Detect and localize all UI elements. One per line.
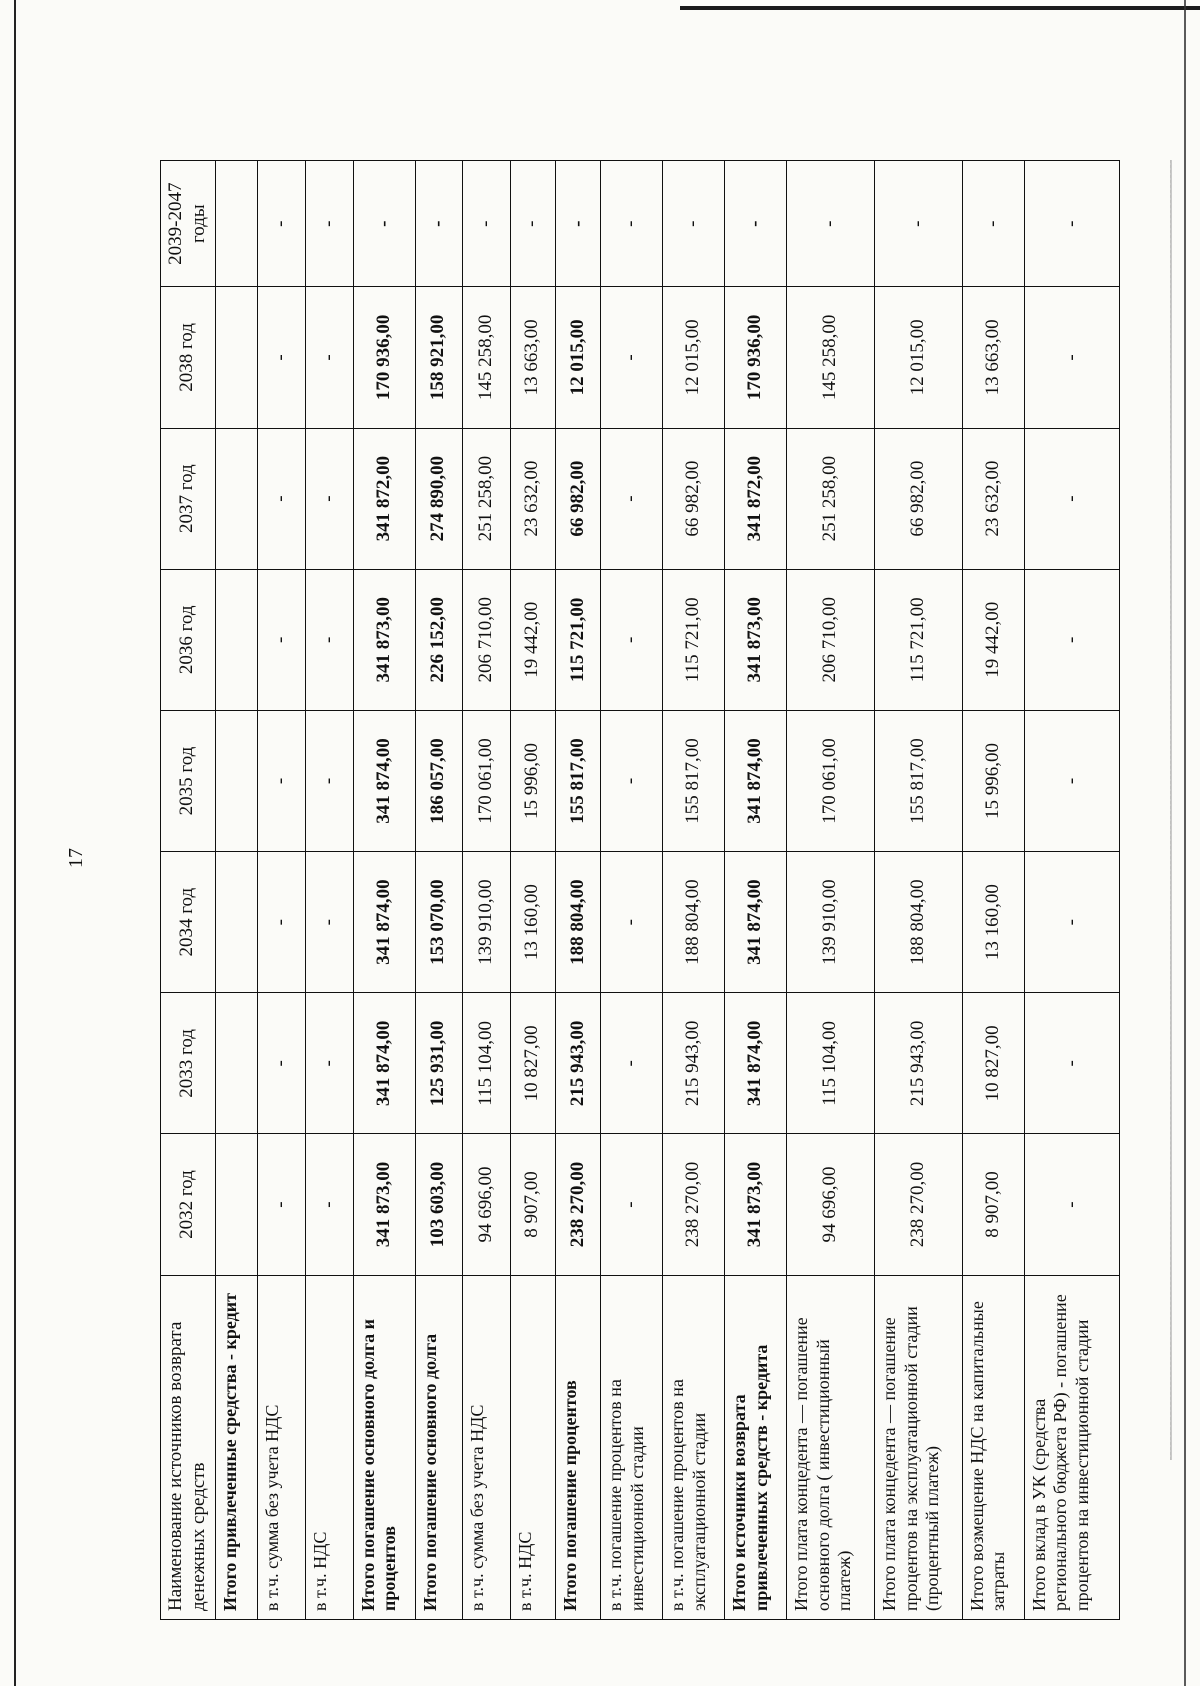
table-cell <box>215 287 258 428</box>
table-row <box>305 161 353 1620</box>
row-label: Итого плата концедента — погашение процентов на эксплуатационной стадии (процентный платеж) <box>875 1275 963 1619</box>
table-row <box>258 161 306 1620</box>
table-row <box>215 161 258 1620</box>
table-cell: 238 270,00 <box>875 1134 963 1275</box>
table-cell: 170 061,00 <box>787 710 875 851</box>
table-cell: - <box>305 161 353 287</box>
rotated-table-container <box>160 160 1120 1620</box>
table-row <box>1024 161 1119 1620</box>
table-cell: 238 270,00 <box>663 1134 725 1275</box>
table-cell: 13 663,00 <box>510 287 555 428</box>
table-cell: 139 910,00 <box>463 852 511 993</box>
table-row <box>510 161 555 1620</box>
table-cell: 66 982,00 <box>875 428 963 569</box>
table-row <box>555 161 600 1620</box>
header-2039-2047: 2039-2047 годы <box>161 161 216 287</box>
table-cell: 12 015,00 <box>663 287 725 428</box>
table-cell: - <box>258 161 306 287</box>
table-cell: 115 104,00 <box>787 993 875 1134</box>
row-label: Итого погашение основного долга и процентов <box>353 1275 415 1619</box>
table-cell: - <box>601 852 663 993</box>
row-label: Итого плата концедента — погашение основного долга ( инвестиционный платеж) <box>787 1275 875 1619</box>
table-cell <box>215 161 258 287</box>
table-cell: - <box>510 161 555 287</box>
table-cell: - <box>1024 287 1119 428</box>
header-2038: 2038 год <box>161 287 216 428</box>
table-row <box>875 161 963 1620</box>
row-label: Итого погашение основного долга <box>415 1275 463 1619</box>
table-cell: 341 872,00 <box>353 428 415 569</box>
header-2036: 2036 год <box>161 569 216 710</box>
table-cell: 186 057,00 <box>415 710 463 851</box>
table-cell: 341 873,00 <box>353 1134 415 1275</box>
table-cell: 238 270,00 <box>555 1134 600 1275</box>
table-cell: - <box>601 710 663 851</box>
table-cell: 188 804,00 <box>555 852 600 993</box>
table-cell: - <box>258 852 306 993</box>
table-cell: - <box>258 1134 306 1275</box>
row-label: в т.ч. сумма без учета НДС <box>258 1275 306 1619</box>
row-label: Итого привлеченные средства - кредит <box>215 1275 258 1619</box>
table-cell: - <box>1024 161 1119 287</box>
row-label: Итого погашение процентов <box>555 1275 600 1619</box>
table-cell: - <box>305 710 353 851</box>
table-cell: - <box>962 161 1024 287</box>
table-cell: 153 070,00 <box>415 852 463 993</box>
table-cell: 115 104,00 <box>463 993 511 1134</box>
header-2032: 2032 год <box>161 1134 216 1275</box>
row-label: Итого источники возврата привлеченных средств - кредита <box>725 1275 787 1619</box>
table-cell: 341 874,00 <box>353 852 415 993</box>
scan-top-edge <box>680 6 1200 10</box>
table-cell: 145 258,00 <box>463 287 511 428</box>
table-row <box>463 161 511 1620</box>
table-cell: 13 160,00 <box>510 852 555 993</box>
table-cell: - <box>601 1134 663 1275</box>
table-cell: 206 710,00 <box>463 569 511 710</box>
table-cell: - <box>463 161 511 287</box>
table-cell <box>215 710 258 851</box>
table-cell: - <box>353 161 415 287</box>
table-cell <box>215 852 258 993</box>
table-cell: - <box>258 710 306 851</box>
table-cell: - <box>1024 569 1119 710</box>
scan-right-dashed-edge <box>1170 160 1172 1460</box>
table-cell: 10 827,00 <box>510 993 555 1134</box>
table-cell: 23 632,00 <box>962 428 1024 569</box>
table-cell: 139 910,00 <box>787 852 875 993</box>
table-row <box>962 161 1024 1620</box>
table-row <box>601 161 663 1620</box>
table-cell: 8 907,00 <box>962 1134 1024 1275</box>
row-label: в т.ч. погашение процентов на инвестиционной стадии <box>601 1275 663 1619</box>
table-cell: 158 921,00 <box>415 287 463 428</box>
table-cell: - <box>305 1134 353 1275</box>
header-name: Наименование источников возврата денежных средств <box>161 1275 216 1619</box>
header-2037: 2037 год <box>161 428 216 569</box>
table-cell: 170 936,00 <box>353 287 415 428</box>
table-cell: 155 817,00 <box>555 710 600 851</box>
table-cell: 341 872,00 <box>725 428 787 569</box>
table-cell: 125 931,00 <box>415 993 463 1134</box>
row-label: Итого возмещение НДС на капитальные затраты <box>962 1275 1024 1619</box>
table-cell: 66 982,00 <box>555 428 600 569</box>
table-cell: - <box>305 428 353 569</box>
table-cell: 115 721,00 <box>663 569 725 710</box>
table-header-row <box>161 161 216 1620</box>
table-cell: 155 817,00 <box>875 710 963 851</box>
table-cell: 170 936,00 <box>725 287 787 428</box>
table-cell: - <box>305 993 353 1134</box>
table-cell: 226 152,00 <box>415 569 463 710</box>
table-cell: - <box>305 569 353 710</box>
table-cell: - <box>787 161 875 287</box>
table-cell: 13 160,00 <box>962 852 1024 993</box>
table-cell: 341 874,00 <box>725 993 787 1134</box>
table-cell: 13 663,00 <box>962 287 1024 428</box>
table-cell: 170 061,00 <box>463 710 511 851</box>
table-cell: - <box>258 993 306 1134</box>
table-cell: 19 442,00 <box>962 569 1024 710</box>
table-cell: 145 258,00 <box>787 287 875 428</box>
table-cell: - <box>1024 852 1119 993</box>
table-cell: 251 258,00 <box>787 428 875 569</box>
table-cell: 155 817,00 <box>663 710 725 851</box>
table-cell: - <box>258 569 306 710</box>
table-cell: 215 943,00 <box>875 993 963 1134</box>
table-cell: 251 258,00 <box>463 428 511 569</box>
table-cell: 341 874,00 <box>725 852 787 993</box>
table-cell: 341 873,00 <box>725 569 787 710</box>
table-cell: - <box>875 161 963 287</box>
table-cell: 103 603,00 <box>415 1134 463 1275</box>
table-cell: 12 015,00 <box>875 287 963 428</box>
table-cell: - <box>305 287 353 428</box>
table-row <box>663 161 725 1620</box>
table-cell <box>215 993 258 1134</box>
table-cell: 206 710,00 <box>787 569 875 710</box>
table-cell: - <box>258 287 306 428</box>
table-cell: - <box>258 428 306 569</box>
table-cell: 12 015,00 <box>555 287 600 428</box>
table-cell: - <box>663 161 725 287</box>
table-cell: 115 721,00 <box>555 569 600 710</box>
row-label: в т.ч. НДС <box>305 1275 353 1619</box>
row-label: в т.ч. погашение процентов на эксплуатационной стадии <box>663 1275 725 1619</box>
table-cell: 8 907,00 <box>510 1134 555 1275</box>
table-cell: 15 996,00 <box>510 710 555 851</box>
header-2035: 2035 год <box>161 710 216 851</box>
table-cell: 341 873,00 <box>725 1134 787 1275</box>
page-number: 17 <box>65 848 87 868</box>
table-cell <box>215 1134 258 1275</box>
table-cell: - <box>1024 993 1119 1134</box>
table-cell: 341 874,00 <box>353 993 415 1134</box>
repayment-sources-table <box>160 160 1120 1620</box>
table-cell: 94 696,00 <box>463 1134 511 1275</box>
table-cell: - <box>1024 710 1119 851</box>
table-cell: 341 874,00 <box>353 710 415 851</box>
table-cell: - <box>1024 1134 1119 1275</box>
table-cell: - <box>1024 428 1119 569</box>
table-cell: 115 721,00 <box>875 569 963 710</box>
table-cell: 274 890,00 <box>415 428 463 569</box>
row-label: в т.ч. сумма без учета НДС <box>463 1275 511 1619</box>
table-cell: 15 996,00 <box>962 710 1024 851</box>
table-cell: - <box>601 161 663 287</box>
table-cell: - <box>601 993 663 1134</box>
table-cell <box>215 428 258 569</box>
table-cell: 215 943,00 <box>555 993 600 1134</box>
table-body <box>215 161 1119 1620</box>
table-cell: - <box>601 287 663 428</box>
table-cell: 188 804,00 <box>663 852 725 993</box>
table-cell: 66 982,00 <box>663 428 725 569</box>
header-2034: 2034 год <box>161 852 216 993</box>
table-row <box>353 161 415 1620</box>
table-cell: - <box>725 161 787 287</box>
header-2033: 2033 год <box>161 993 216 1134</box>
table-cell: - <box>601 569 663 710</box>
table-cell: - <box>305 852 353 993</box>
row-label: Итого вклад в УК (средства регионального бюджета РФ) - погашение процентов на инвестиционной стадии <box>1024 1275 1119 1619</box>
table-cell: 10 827,00 <box>962 993 1024 1134</box>
table-cell: 341 874,00 <box>725 710 787 851</box>
table-cell: - <box>601 428 663 569</box>
table-row <box>787 161 875 1620</box>
table-cell: 23 632,00 <box>510 428 555 569</box>
table-cell <box>215 569 258 710</box>
scan-left-edge <box>14 0 16 1686</box>
table-cell: 94 696,00 <box>787 1134 875 1275</box>
row-label: в т.ч. НДС <box>510 1275 555 1619</box>
table-cell: - <box>415 161 463 287</box>
table-row <box>725 161 787 1620</box>
table-cell: 341 873,00 <box>353 569 415 710</box>
table-cell: 188 804,00 <box>875 852 963 993</box>
table-cell: - <box>555 161 600 287</box>
table-cell: 19 442,00 <box>510 569 555 710</box>
scan-right-edge <box>1184 0 1186 1686</box>
table-cell: 215 943,00 <box>663 993 725 1134</box>
table-row <box>415 161 463 1620</box>
